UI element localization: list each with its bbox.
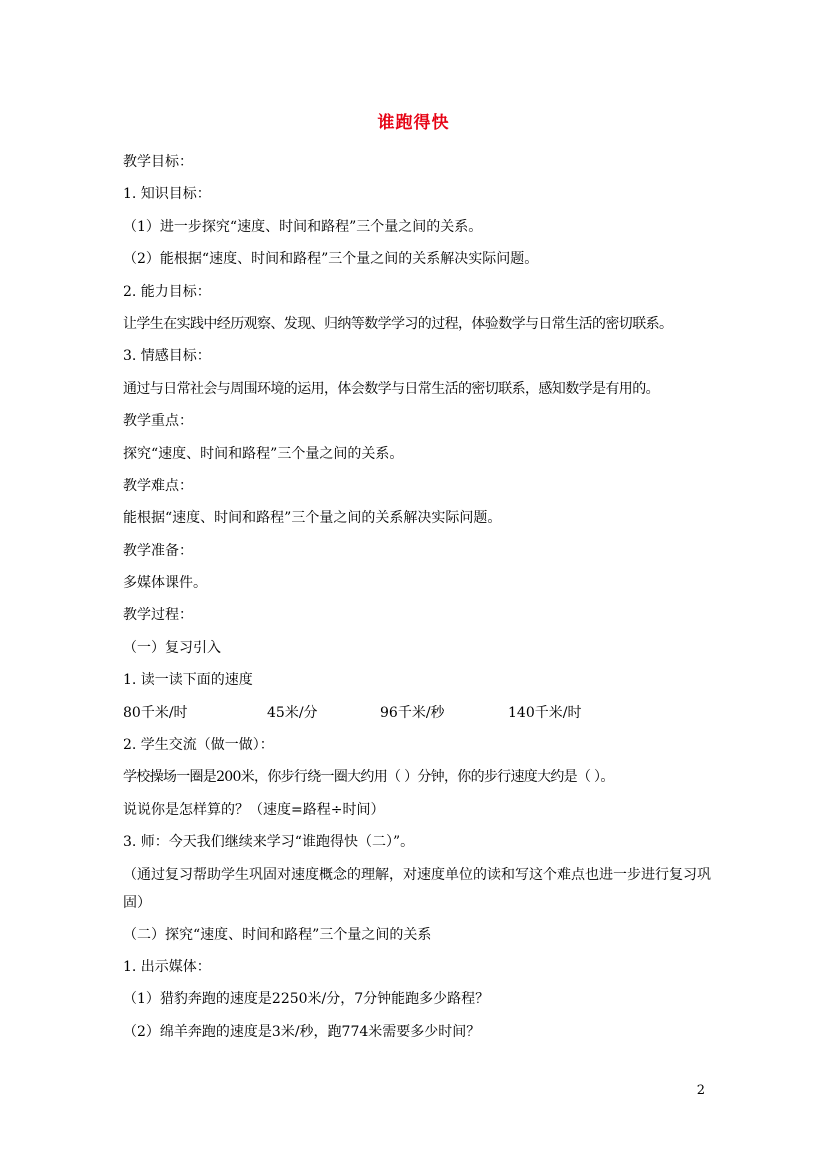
text-line: 说说你是怎样算的？（速度=路程÷时间） bbox=[123, 801, 385, 818]
speed-list bbox=[123, 697, 713, 729]
speed-item: 96千米/秒 bbox=[380, 704, 445, 721]
text-line: 2. 学生交流（做一做）： bbox=[123, 737, 274, 754]
text-line: 3. 师：今天我们继续来学习“谁跑得快（二）”。 bbox=[123, 834, 415, 851]
text-line: 多媒体课件。 bbox=[123, 575, 207, 592]
text-line: 3. 情感目标： bbox=[123, 348, 211, 365]
text-line: 教学重点： bbox=[123, 413, 193, 430]
text-line: （2）能根据“速度、时间和路程”三个量之间的关系解决实际问题。 bbox=[123, 251, 539, 268]
text-line: 教学难点： bbox=[123, 477, 193, 494]
text-line: 学校操场一圈是200米，你步行绕一圈大约用（ ）分钟，你的步行速度大约是（ ）。 bbox=[123, 769, 614, 786]
text-line: 2. 能力目标： bbox=[123, 283, 211, 300]
text-line: 教学准备： bbox=[123, 542, 193, 559]
text-line: （1）进一步探究“速度、时间和路程”三个量之间的关系。 bbox=[123, 218, 483, 235]
text-line: （二）探究“速度、时间和路程”三个量之间的关系 bbox=[123, 926, 432, 943]
text-line: 1. 出示媒体： bbox=[123, 958, 211, 975]
speed-item: 80千米/时 bbox=[123, 704, 188, 721]
text-paragraph: （通过复习帮助学生巩固对速度概念的理解，对速度单位的读和写这个难点也进一步进行复习巩固） bbox=[123, 866, 711, 911]
text-line: 1. 读一读下面的速度 bbox=[123, 672, 253, 689]
text-line: （2）绵羊奔跑的速度是3米/秒，跑774米需要多少时间？ bbox=[123, 1023, 481, 1040]
text-line: （1）猎豹奔跑的速度是2250米/分，7分钟能跑多少路程？ bbox=[123, 991, 490, 1008]
text-line: 能根据“速度、时间和路程”三个量之间的关系解决实际问题。 bbox=[123, 510, 502, 527]
text-line: 探究“速度、时间和路程”三个量之间的关系。 bbox=[123, 445, 404, 462]
text-line: 让学生在实践中经历观察、发现、归纳等数学学习的过程，体验数学与日常生活的密切联系。 bbox=[123, 315, 673, 332]
text-line: 1. 知识目标： bbox=[123, 186, 211, 203]
text-line: 教学过程： bbox=[123, 607, 193, 624]
page-number: 2 bbox=[696, 1083, 705, 1098]
text-line: （一）复习引入 bbox=[123, 639, 221, 656]
speed-item: 45米/分 bbox=[267, 704, 318, 721]
document-title: 谁跑得快 bbox=[377, 113, 450, 133]
text-line: 教学目标： bbox=[123, 154, 193, 170]
document-body bbox=[123, 146, 713, 1048]
text-line: 通过与日常社会与周围环境的运用，体会数学与日常生活的密切联系，感知数学是有用的。 bbox=[123, 380, 659, 397]
speed-item: 140千米/时 bbox=[508, 704, 582, 721]
